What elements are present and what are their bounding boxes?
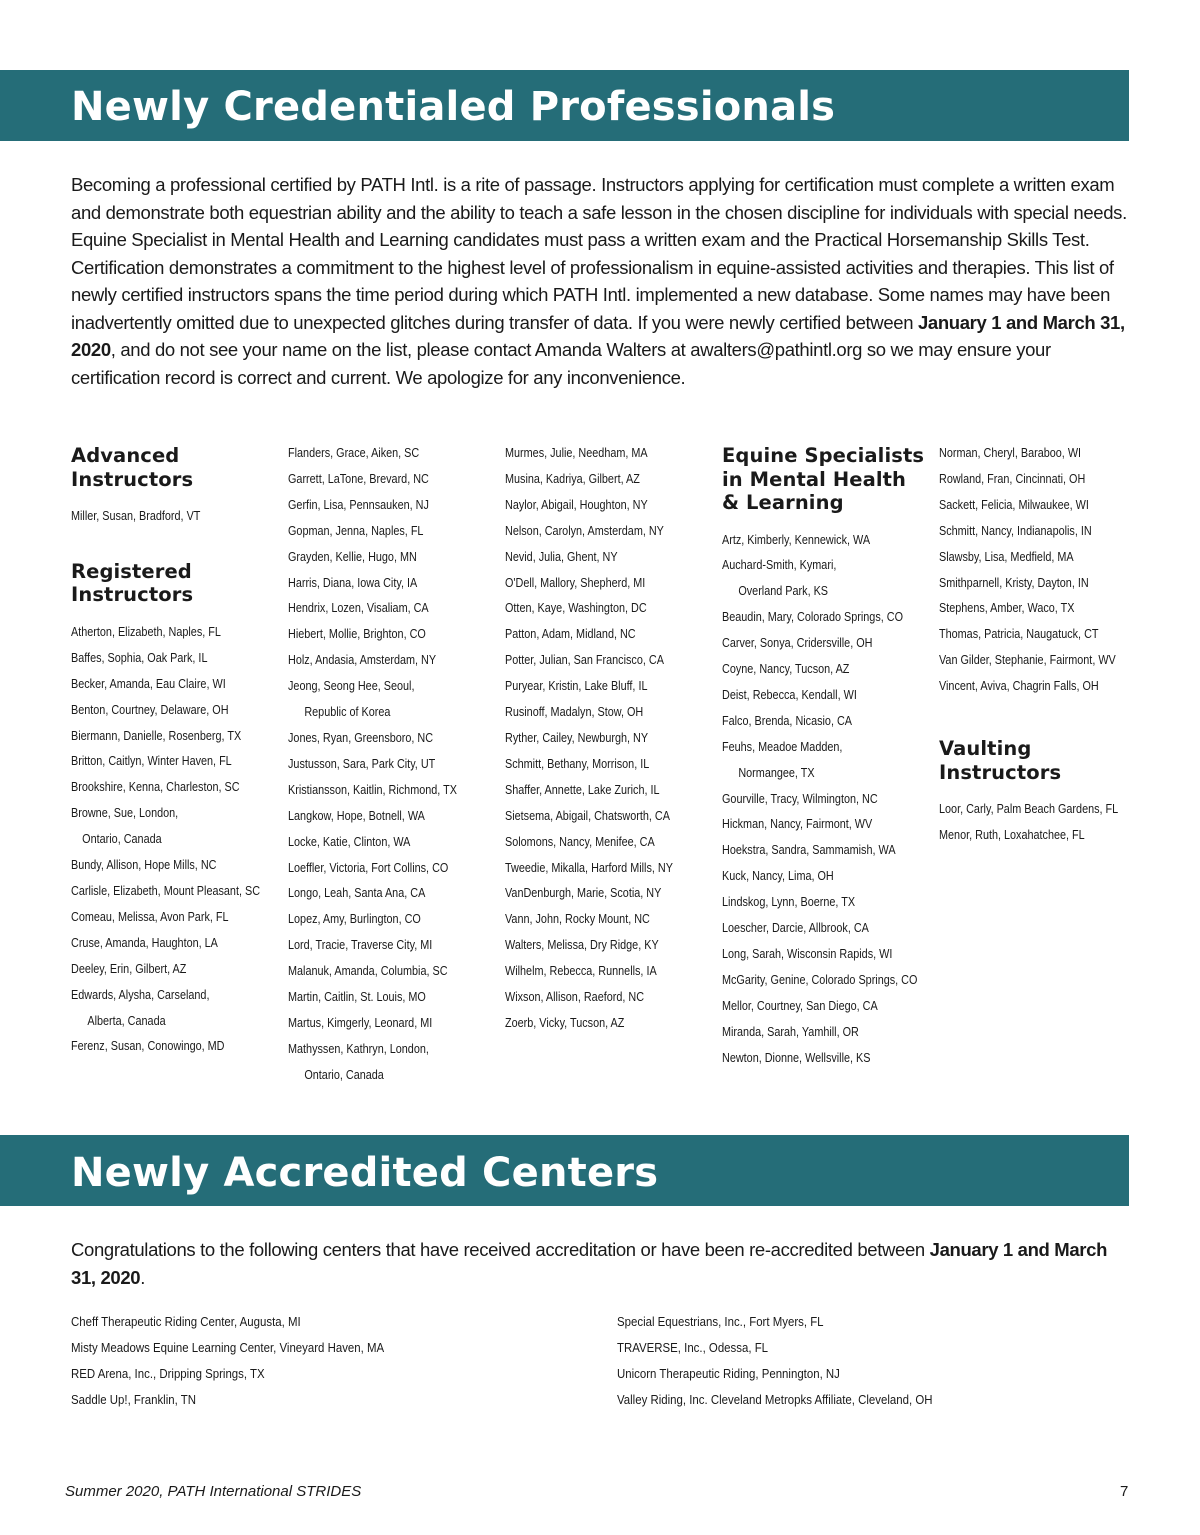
list-item: O'Dell, Mallory, Shepherd, MI	[505, 575, 646, 590]
list-item: Atherton, Elizabeth, Naples, FL	[71, 624, 221, 639]
list-item: Artz, Kimberly, Kennewick, WA	[722, 532, 871, 547]
section-title-accredited: Newly Accredited Centers	[0, 1135, 1129, 1206]
list-item: Flanders, Grace, Aiken, SC	[288, 446, 420, 460]
list-item: Patton, Adam, Midland, NC	[505, 627, 636, 642]
accredited-centers-list-right	[617, 1309, 984, 1413]
list-item: Deeley, Erin, Gilbert, AZ	[71, 961, 187, 976]
list-item: Martin, Caitlin, St. Louis, MO	[288, 990, 426, 1005]
column-1	[71, 444, 276, 1060]
list-item-continued: Ontario, Canada	[82, 832, 162, 847]
list-item: Miller, Susan, Bradford, VT	[71, 509, 201, 523]
column-3	[505, 441, 710, 1037]
list-item: Loeffler, Victoria, Fort Collins, CO	[288, 860, 449, 875]
list-item: Langkow, Hope, Botnell, WA	[288, 808, 425, 823]
center-item: Special Equestrians, Inc., Fort Myers, FL	[617, 1314, 824, 1329]
intro-date-range: January 1 and March 31, 2020	[71, 311, 1125, 360]
list-item: Sackett, Felicia, Milwaukee, WI	[939, 497, 1089, 512]
center-item: Misty Meadows Equine Learning Center, Vineyard Haven, MA	[71, 1340, 385, 1355]
list-item: Baffes, Sophia, Oak Park, IL	[71, 650, 208, 665]
list-item: Ryther, Cailey, Newburgh, NY	[505, 730, 649, 745]
page-number: 7	[1120, 1483, 1129, 1500]
list-item: Puryear, Kristin, Lake Bluff, IL	[505, 679, 648, 694]
heading-line: Instructors	[71, 467, 194, 491]
list-item: Jeong, Seong Hee, Seoul,	[288, 679, 415, 694]
heading-line: Equine Specialists	[722, 444, 925, 467]
list-item: Schmitt, Bethany, Morrison, IL	[505, 756, 650, 771]
list-item: Otten, Kaye, Washington, DC	[505, 601, 647, 616]
list-item: Beaudin, Mary, Colorado Springs, CO	[722, 610, 904, 625]
list-item: Bundy, Allison, Hope Mills, NC	[71, 858, 217, 873]
list-item: Becker, Amanda, Eau Claire, WI	[71, 676, 226, 691]
center-item: Cheff Therapeutic Riding Center, Augusta, MI	[71, 1314, 301, 1329]
list-item: Norman, Cheryl, Baraboo, WI	[939, 446, 1082, 460]
credentialed-intro	[71, 171, 1129, 391]
list-item: Hoekstra, Sandra, Sammamish, WA	[722, 843, 896, 858]
list-item: Nevid, Julia, Ghent, NY	[505, 549, 618, 564]
center-item: RED Arena, Inc., Dripping Springs, TX	[71, 1366, 265, 1381]
list-item: Van Gilder, Stephanie, Fairmont, WV	[939, 653, 1116, 668]
list-item: Walters, Melissa, Dry Ridge, KY	[505, 938, 659, 953]
list-item: Rusinoff, Madalyn, Stow, OH	[505, 705, 644, 720]
list-item: Vincent, Aviva, Chagrin Falls, OH	[939, 679, 1099, 694]
list-item: Long, Sarah, Wisconsin Rapids, WI	[722, 947, 893, 961]
list-item-continued: Ontario, Canada	[304, 1067, 384, 1082]
list-item: Ferenz, Susan, Conowingo, MD	[71, 1039, 225, 1054]
heading-line: Vaulting	[939, 737, 1032, 761]
list-item-continued: Overland Park, KS	[738, 584, 829, 599]
list-item: Wixson, Allison, Raeford, NC	[505, 990, 645, 1005]
list-item: Lopez, Amy, Burlington, CO	[288, 912, 421, 927]
advanced-instructors-list	[71, 504, 276, 530]
list-item: Gerfin, Lisa, Pennsauken, NJ	[288, 497, 429, 512]
list-item: Justusson, Sara, Park City, UT	[288, 756, 436, 771]
accredited-intro	[71, 1236, 1131, 1291]
list-item: Slawsby, Lisa, Medfield, MA	[939, 549, 1074, 564]
list-item: Loescher, Darcie, Allbrook, CA	[722, 921, 869, 936]
registered-instructors-list-1	[71, 620, 276, 1060]
list-item: Naylor, Abigail, Houghton, NY	[505, 497, 648, 512]
registered-instructors-list-3	[505, 441, 710, 1037]
intro-text-after: .	[140, 1266, 146, 1288]
list-item: Hiebert, Mollie, Brighton, CO	[288, 627, 426, 642]
heading-line: Instructors	[71, 583, 194, 607]
section-title-credentialed: Newly Credentialed Professionals	[0, 70, 1129, 141]
list-item: Holz, Andasia, Amsterdam, NY	[288, 653, 437, 668]
list-item: Murmes, Julie, Needham, MA	[505, 446, 648, 460]
heading-equine-specialists	[722, 444, 927, 515]
list-item: Rowland, Fran, Cincinnati, OH	[939, 471, 1086, 486]
list-item: Feuhs, Meadoe Madden,	[722, 739, 843, 754]
list-item: Smithparnell, Kristy, Dayton, IN	[939, 575, 1089, 590]
list-item: Jones, Ryan, Greensboro, NC	[288, 730, 434, 745]
list-item: Harris, Diana, Iowa City, IA	[288, 575, 418, 590]
list-item-continued: Alberta, Canada	[87, 1013, 166, 1028]
list-item-continued: Republic of Korea	[304, 705, 391, 720]
heading-line: Instructors	[939, 760, 1062, 784]
list-item: Nelson, Carolyn, Amsterdam, NY	[505, 523, 664, 538]
list-item: Mathyssen, Kathryn, London,	[288, 1041, 429, 1056]
list-item: Tweedie, Mikalla, Harford Mills, NY	[505, 860, 673, 875]
list-item: Loor, Carly, Palm Beach Gardens, FL	[939, 802, 1119, 817]
heading-registered-instructors	[71, 560, 276, 607]
list-item: Coyne, Nancy, Tucson, AZ	[722, 662, 850, 677]
list-item: Biermann, Danielle, Rosenberg, TX	[71, 728, 242, 743]
intro-text-before: Congratulations to the following centers that have received accreditation or have been re-accredited between	[71, 1239, 930, 1260]
heading-line: Registered	[71, 559, 192, 583]
list-item: Zoerb, Vicky, Tucson, AZ	[505, 1015, 625, 1030]
list-item: Brookshire, Kenna, Charleston, SC	[71, 780, 240, 795]
heading-line: Advanced	[71, 444, 180, 467]
heading-line: & Learning	[722, 491, 844, 514]
center-item: TRAVERSE, Inc., Odessa, FL	[617, 1340, 769, 1355]
list-item: Falco, Brenda, Nicasio, CA	[722, 713, 853, 728]
registered-instructors-list-2	[288, 441, 493, 1089]
list-item-continued: Normangee, TX	[738, 765, 815, 780]
list-item: Browne, Sue, London,	[71, 806, 179, 821]
list-item: Malanuk, Amanda, Columbia, SC	[288, 964, 448, 979]
list-item: Martus, Kimgerly, Leonard, MI	[288, 1015, 433, 1030]
vaulting-instructors-list	[939, 797, 1139, 849]
center-item: Unicorn Therapeutic Riding, Pennington, NJ	[617, 1366, 840, 1381]
list-item: Miranda, Sarah, Yamhill, OR	[722, 1024, 859, 1039]
list-item: Garrett, LaTone, Brevard, NC	[288, 471, 429, 486]
column-2	[288, 441, 493, 1089]
list-item: Longo, Leah, Santa Ana, CA	[288, 886, 426, 901]
list-item: Shaffer, Annette, Lake Zurich, IL	[505, 782, 660, 797]
list-item: VanDenburgh, Marie, Scotia, NY	[505, 886, 662, 901]
intro-date-range: January 1 and March 31, 2020	[71, 1239, 1108, 1288]
list-item: Hickman, Nancy, Fairmont, WV	[722, 817, 873, 832]
list-item: Lord, Tracie, Traverse City, MI	[288, 938, 433, 953]
list-item: Cruse, Amanda, Haughton, LA	[71, 935, 218, 950]
list-item: Gourville, Tracy, Wilmington, NC	[722, 791, 878, 806]
intro-text-before: Becoming a professional certified by PATH Intl. is a rite of passage. Instructors applying for certification must complete a written exam and demonstrate both equestrian ability and the ability to teach a safe lesson in the chosen discipline for individuals with special needs. Equine Specialist in Mental Health and Learning candidates must pass a written exam and the Practical Horsemanship Skills Test. Certification demonstrates a commitment to the highest level of professionalism in equine-assisted activities and therapies. This list of newly certified instructors spans the time period during which PATH Intl. implemented a new database. Some names may have been inadvertently omitted due to unexpected glitches during transfer of data. If you were newly certified between	[71, 174, 1127, 333]
list-item: Newton, Dionne, Wellsville, KS	[722, 1050, 871, 1065]
footer-issue: Summer 2020, PATH International STRIDES	[65, 1483, 362, 1500]
list-item: Kuck, Nancy, Lima, OH	[722, 869, 834, 884]
list-item: Stephens, Amber, Waco, TX	[939, 601, 1075, 616]
list-item: Grayden, Kellie, Hugo, MN	[288, 549, 417, 564]
list-item: Potter, Julian, San Francisco, CA	[505, 653, 664, 668]
list-item: Carlisle, Elizabeth, Mount Pleasant, SC	[71, 883, 261, 898]
list-item: Benton, Courtney, Delaware, OH	[71, 702, 229, 717]
list-item: Musina, Kadriya, Gilbert, AZ	[505, 471, 640, 486]
list-item: Carver, Sonya, Cridersville, OH	[722, 636, 873, 651]
center-item: Valley Riding, Inc. Cleveland Metropks Affiliate, Cleveland, OH	[617, 1392, 933, 1407]
intro-text-after: , and do not see your name on the list, please contact Amanda Walters at awalters@pathintl.org so we may ensure your certification record is correct and current. We apologize for any inconvenience.	[71, 339, 1051, 388]
column-4	[722, 444, 927, 1072]
list-item: McGarity, Genine, Colorado Springs, CO	[722, 972, 918, 987]
list-item: Sietsema, Abigail, Chatsworth, CA	[505, 808, 670, 823]
list-item: Schmitt, Nancy, Indianapolis, IN	[939, 523, 1092, 538]
list-item: Gopman, Jenna, Naples, FL	[288, 523, 424, 538]
heading-line: in Mental Health	[722, 467, 907, 491]
column-5	[939, 441, 1139, 849]
list-item: Menor, Ruth, Loxahatchee, FL	[939, 827, 1085, 842]
list-item: Edwards, Alysha, Carseland,	[71, 987, 210, 1002]
list-item: Wilhelm, Rebecca, Runnells, IA	[505, 964, 657, 979]
equine-specialists-list-2	[939, 441, 1139, 700]
list-item: Lindskog, Lynn, Boerne, TX	[722, 895, 856, 910]
accredited-centers-list-left	[71, 1309, 435, 1413]
list-item: Comeau, Melissa, Avon Park, FL	[71, 909, 229, 924]
list-item: Auchard-Smith, Kymari,	[722, 558, 837, 573]
heading-advanced-instructors	[71, 444, 276, 491]
list-item: Deist, Rebecca, Kendall, WI	[722, 687, 857, 702]
list-item: Thomas, Patricia, Naugatuck, CT	[939, 627, 1099, 642]
list-item: Solomons, Nancy, Menifee, CA	[505, 834, 655, 849]
list-item: Kristiansson, Kaitlin, Richmond, TX	[288, 782, 457, 797]
center-item: Saddle Up!, Franklin, TN	[71, 1392, 197, 1407]
list-item: Mellor, Courtney, San Diego, CA	[722, 998, 878, 1013]
list-item: Hendrix, Lozen, Visaliam, CA	[288, 601, 429, 616]
list-item: Locke, Katie, Clinton, WA	[288, 834, 411, 849]
heading-vaulting-instructors	[939, 737, 1139, 784]
list-item: Vann, John, Rocky Mount, NC	[505, 912, 650, 927]
list-item: Britton, Caitlyn, Winter Haven, FL	[71, 754, 232, 769]
equine-specialists-list-1	[722, 528, 927, 1072]
